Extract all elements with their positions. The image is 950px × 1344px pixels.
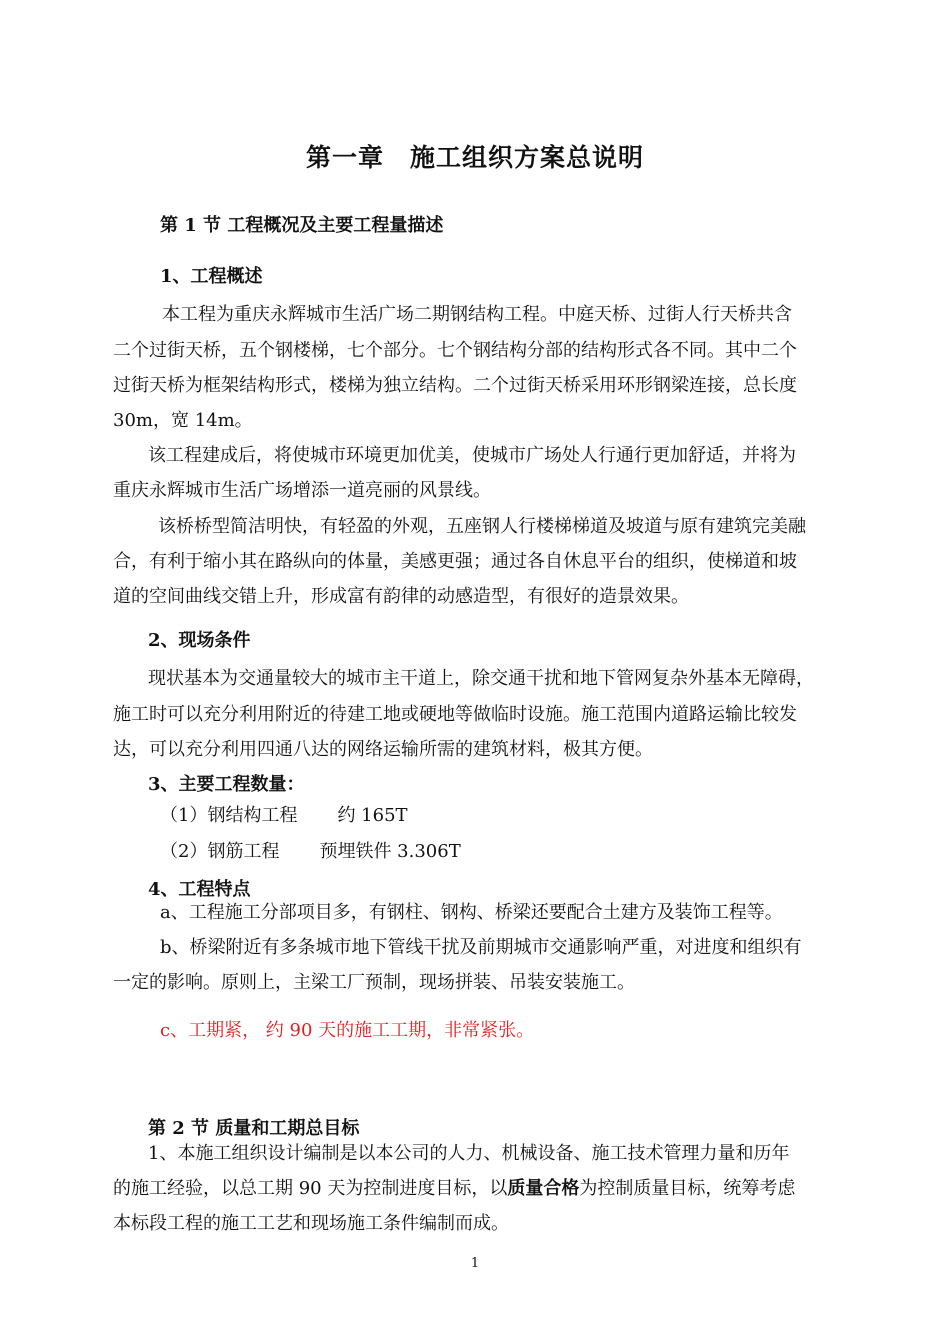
overview-p3-line3: 道的空间曲线交错上升，形成富有韵律的动感造型，有很好的造景效果。 [113, 586, 689, 607]
feature-b-line1: b、桥梁附近有多条城市地下管线干扰及前期城市交通影响严重，对进度和组织有 [160, 937, 802, 958]
section-2-heading: 第 2 节 质量和工期总目标 [148, 1118, 360, 1139]
overview-p1-line4: 30m，宽 14m。 [113, 410, 253, 431]
overview-p1-line1: 本工程为重庆永辉城市生活广场二期钢结构工程。中庭天桥、过街人行天桥共含 [162, 304, 792, 325]
overview-p2-line2: 重庆永辉城市生活广场增添一道亮丽的风景线。 [113, 480, 491, 501]
chapter-prefix: 第一章 [305, 143, 384, 172]
overview-p3-line2: 合，有利于缩小其在路纵向的体量，美感更强；通过各自休息平台的组织，使梯道和坡 [113, 551, 797, 572]
overview-p3-line1: 该桥桥型简洁明快，有轻盈的外观，五座钢人行楼梯梯道及坡道与原有建筑完美融 [158, 516, 806, 537]
overview-heading: 1、工程概述 [160, 266, 263, 287]
quantity-item-2 [160, 833, 461, 870]
features-heading: 4、工程特点 [148, 879, 251, 900]
quantity-item-2-value: 预埋铁件 3.306T [319, 841, 461, 862]
site-line1: 现状基本为交通量较大的城市主干道上，除交通干扰和地下管网复杂外基本无障碍， [148, 668, 814, 689]
section-1-heading: 第 1 节 工程概况及主要工程量描述 [160, 215, 444, 236]
site-heading: 2、现场条件 [148, 630, 251, 651]
quantity-item-1-label: （1）钢结构工程 [160, 805, 298, 826]
quantity-item-1 [160, 797, 408, 834]
quantity-item-2-label: （2）钢筋工程 [160, 841, 280, 862]
feature-c: c、工期紧， 约 90 天的施工工期，非常紧张。 [160, 1020, 535, 1041]
overview-p1-line2: 二个过街天桥，五个钢楼梯，七个部分。七个钢结构分部的结构形式各不同。其中二个 [113, 340, 797, 361]
site-line2: 施工时可以充分利用附近的待建工地或硬地等做临时设施。施工范围内道路运输比较发 [113, 704, 797, 725]
goal-line2 [113, 1170, 795, 1207]
chapter-name: 施工组织方案总说明 [410, 143, 645, 172]
site-line3: 达，可以充分利用四通八达的网络运输所需的建筑材料，极其方便。 [113, 739, 653, 760]
goal-line2-pre: 的施工经验，以总工期 90 天为控制进度目标，以 [113, 1178, 508, 1199]
overview-p1-line3: 过街天桥为框架结构形式，楼梯为独立结构。二个过街天桥采用环形钢梁连接，总长度 [113, 375, 797, 396]
goal-line2-post: 为控制质量目标，统筹考虑 [579, 1178, 796, 1199]
quality-target: 质量合格 [507, 1178, 580, 1199]
chapter-title [0, 138, 950, 174]
quantity-item-1-value: 约 165T [337, 805, 408, 826]
overview-p2-line1: 该工程建成后，将使城市环境更加优美，使城市广场处人行通行更加舒适，并将为 [148, 445, 796, 466]
page-number: 1 [470, 1256, 480, 1271]
quantities-heading: 3、主要工程数量： [148, 774, 305, 795]
goal-line1: 1、本施工组织设计编制是以本公司的人力、机械设备、施工技术管理力量和历年 [148, 1143, 790, 1164]
feature-b-line2: 一定的影响。原则上，主梁工厂预制，现场拼装、吊装安装施工。 [113, 972, 635, 993]
feature-a: a、工程施工分部项目多，有钢柱、钢构、桥梁还要配合土建方及装饰工程等。 [160, 902, 783, 923]
goal-line3: 本标段工程的施工工艺和现场施工条件编制而成。 [113, 1213, 509, 1234]
